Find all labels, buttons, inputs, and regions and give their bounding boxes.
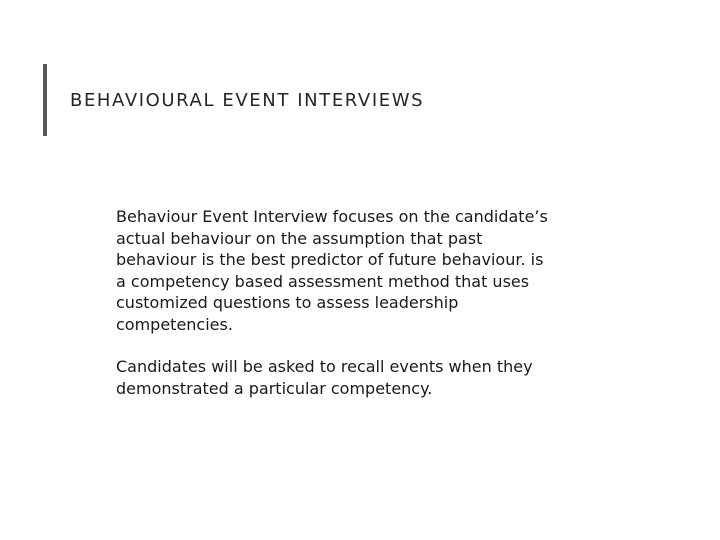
body-paragraph-2: Candidates will be asked to recall events when they demonstrated a particular competency. [116, 357, 533, 398]
slide-body [116, 206, 556, 399]
body-paragraph-1: Behaviour Event Interview focuses on the candidate’s actual behaviour on the assumption that past behaviour is the best predictor of future behaviour. is a competency based assessment method that uses customized questions to assess leadership competencies. [116, 207, 548, 334]
title-accent-bar [43, 64, 47, 136]
slide-title: BEHAVIOURAL EVENT INTERVIEWS [70, 90, 425, 111]
